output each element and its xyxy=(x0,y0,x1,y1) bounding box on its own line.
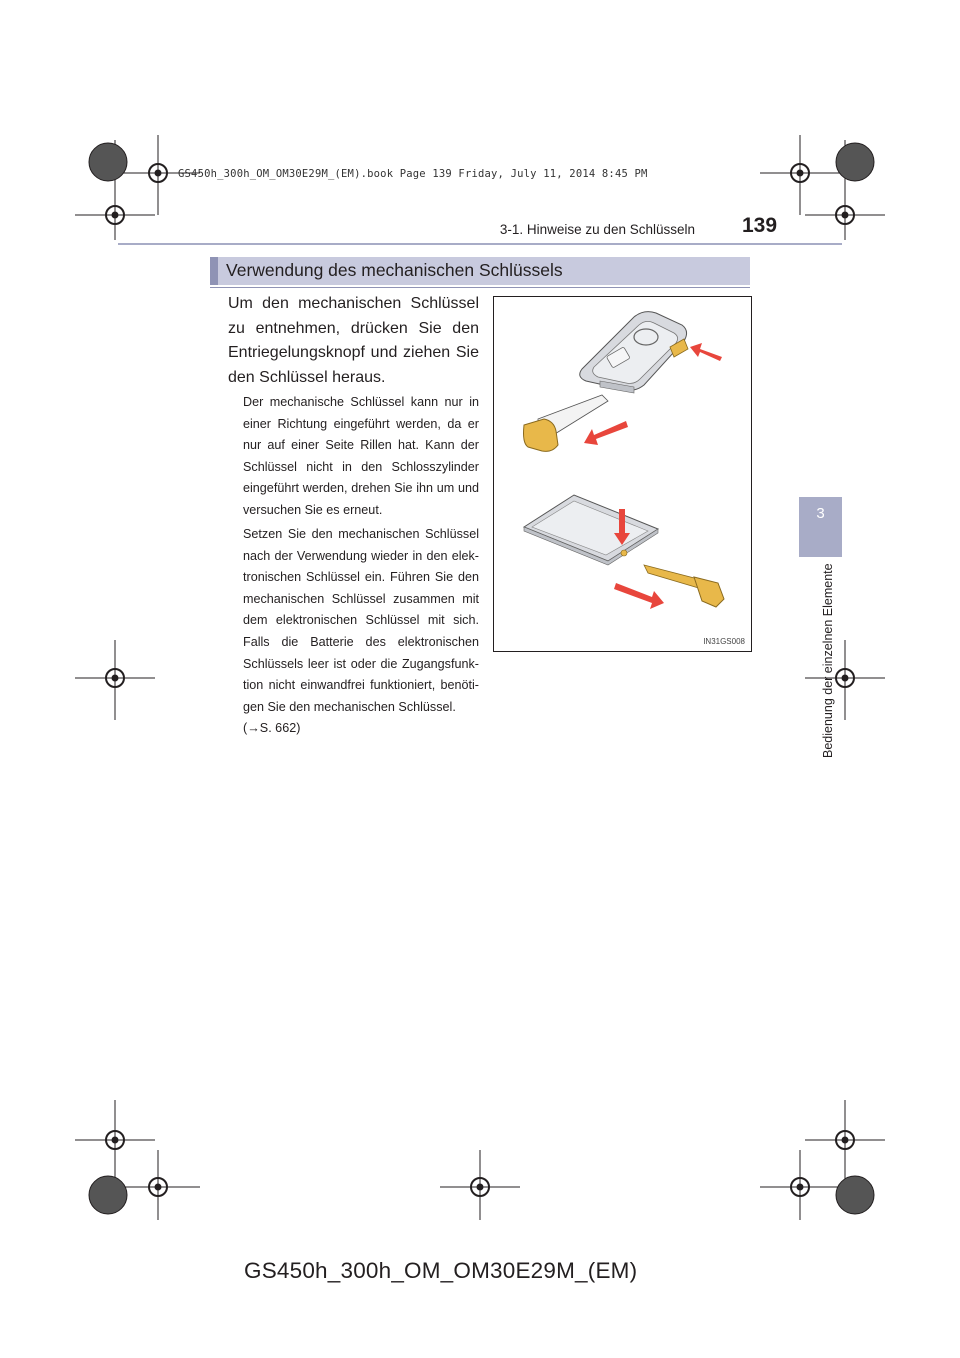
intro-paragraph: Um den mechanischen Schlüssel zu entnehmen, drücken Sie den Entriegelungsknopf und ziehen Sie den Schlüssel heraus. xyxy=(228,295,479,386)
crop-mark-bottom-center xyxy=(440,1150,520,1220)
key-illustration-svg xyxy=(494,297,751,651)
note-2-text: Setzen Sie den mechanischen Schlüssel nach der Verwendung wieder in den elektronischen Schlüssel ein. Führen Sie den mechanischen Schlüssel zusammen mit dem elektronischen Schlüssel mit sich. Falls die Batterie des elektronischen Schlüssels leer ist oder die Zugangsfunktion nicht einwandfrei funktioniert, benötigen Sie den mechanischen Schlüssel. xyxy=(243,527,479,714)
book-file-line: GS450h_300h_OM_OM30E29M_(EM).book Page 139 Friday, July 11, 2014 8:45 PM xyxy=(178,168,648,180)
crop-mark-middle-right xyxy=(805,640,885,720)
chapter-title: Bedienung der einzelnen Elemente xyxy=(821,563,835,758)
pull-out-arrow-bottom xyxy=(614,583,664,609)
page-number: 139 xyxy=(742,214,778,237)
electronic-key-top xyxy=(580,312,688,393)
key-illustration xyxy=(493,296,752,652)
card-key-bottom xyxy=(524,495,658,565)
section-rule xyxy=(210,287,750,288)
crop-mark-middle-left xyxy=(75,640,155,720)
crop-mark-bottom-left xyxy=(75,1100,200,1220)
page-reference: (→S. 662) xyxy=(243,721,301,736)
header-rule xyxy=(118,243,842,245)
pull-out-arrow-top xyxy=(584,421,628,445)
figure-code: IN31GS008 xyxy=(703,637,745,646)
chapter-tab xyxy=(799,497,842,557)
header-section-title: 3-1. Hinweise zu den Schlüsseln xyxy=(499,222,695,237)
note-paragraph-2 xyxy=(243,524,479,740)
crop-mark-top-left xyxy=(75,135,200,240)
crop-mark-bottom-right xyxy=(760,1100,885,1220)
release-button-arrow xyxy=(690,343,722,361)
chapter-number: 3 xyxy=(816,505,825,522)
section-heading-bar xyxy=(210,257,750,285)
footer-title: GS450h_300h_OM_OM30E29M_(EM) xyxy=(244,1258,638,1283)
section-heading: Verwendung des mechanischen Schlüssels xyxy=(226,260,563,280)
note-paragraph-1: Der mechanische Schlüssel kann nur in einer Richtung eingeführt werden, da er nur auf einer Seite Rillen hat. Kann der Schlüssel nicht in den Schlosszylinder eingeführt werden, drehen Sie ihn um und versuchen Sie es erneut. xyxy=(243,395,479,517)
crop-mark-top-right xyxy=(760,135,885,240)
